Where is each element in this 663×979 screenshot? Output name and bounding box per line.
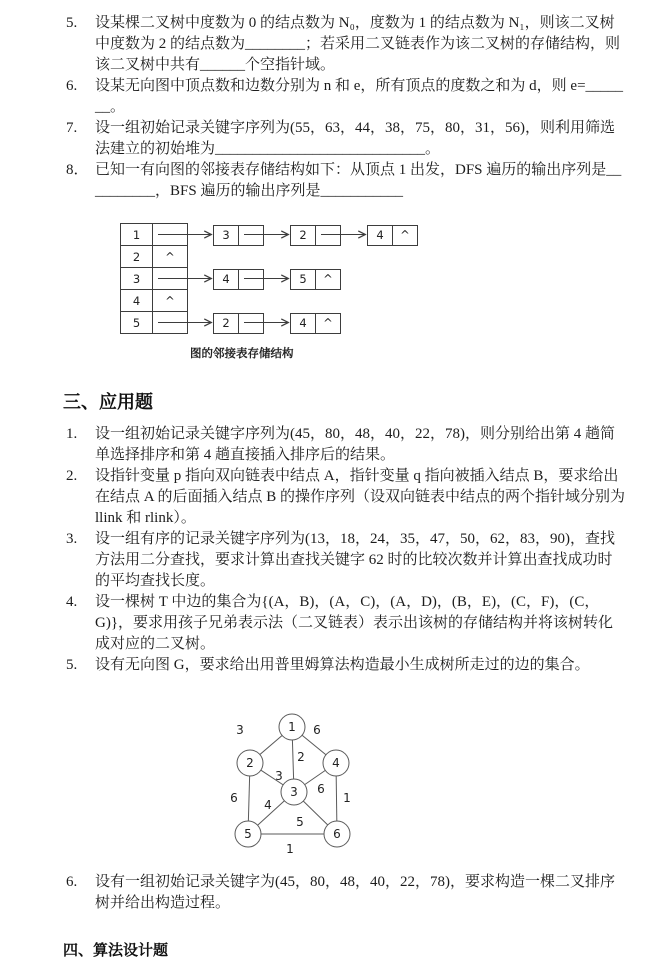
arc-node-pointer-cell bbox=[238, 269, 264, 290]
graph-edge-weight: 1 bbox=[343, 791, 351, 805]
head-pointer-cell bbox=[152, 311, 188, 334]
arc-node-pointer-cell bbox=[238, 313, 264, 334]
weighted-graph-diagram bbox=[224, 702, 464, 864]
app-question-item-3 bbox=[66, 529, 625, 592]
arc-node-vertex-cell: 2 bbox=[290, 225, 316, 246]
section-title-algorithm: 四、算法设计题 bbox=[63, 941, 169, 959]
graph-edge-weight: 3 bbox=[275, 769, 283, 783]
figure-caption: 图的邻接表存储结构 bbox=[190, 346, 294, 360]
question-number: 1. bbox=[66, 426, 78, 442]
question-item-6 bbox=[66, 76, 625, 118]
application-question-list bbox=[66, 424, 625, 676]
arc-node-pointer-cell: ^ bbox=[315, 313, 341, 334]
question-item-8 bbox=[66, 160, 625, 202]
question-number: 7. bbox=[66, 120, 78, 136]
graph-node-label: 3 bbox=[290, 785, 298, 799]
question-text: 设一组有序的记录关键字序列为(13，18，24，35，47，50，62，83，90)，查找方法用二分查找，要求计算出查找关键字 62 时的比较次数并计算出查找成功时的平均查找长度。 bbox=[95, 531, 615, 589]
app-question-item-4 bbox=[66, 592, 625, 655]
question-number: 6. bbox=[66, 874, 78, 890]
head-pointer-cell bbox=[152, 267, 188, 290]
graph-edge-weight: 1 bbox=[286, 842, 294, 856]
graph-edge-weight: 6 bbox=[317, 782, 325, 796]
question-text: 已知一有向图的邻接表存储结构如下：从顶点 1 出发，DFS 遍历的输出序列是__________，BFS 遍历的输出序列是___________ bbox=[95, 162, 622, 199]
arc-node-pointer-cell bbox=[315, 225, 341, 246]
graph-edge-weight: 6 bbox=[230, 791, 238, 805]
graph-node-label: 1 bbox=[288, 720, 296, 734]
question-text: 设有一组初始记录关键字为(45，80，48，40，22，78)，要求构造一棵二叉排序树并给出构造过程。 bbox=[95, 874, 615, 911]
question-number: 2. bbox=[66, 468, 78, 484]
question-number: 6. bbox=[66, 78, 78, 94]
question-number: 5. bbox=[66, 657, 78, 673]
graph-node-label: 6 bbox=[333, 827, 341, 841]
vertex-cell: 5 bbox=[120, 311, 153, 334]
question-number: 4. bbox=[66, 594, 78, 610]
graph-node-label: 2 bbox=[246, 756, 254, 770]
vertex-cell: 2 bbox=[120, 245, 153, 268]
question-text: 设某无向图中顶点数和边数分别为 n 和 e，所有顶点的度数之和为 d，则 e=_______。 bbox=[95, 78, 624, 115]
arc-node-vertex-cell: 3 bbox=[213, 225, 239, 246]
graph-node-label: 4 bbox=[332, 756, 340, 770]
app-question-item-5 bbox=[66, 655, 625, 676]
adjacency-list-figure bbox=[120, 223, 470, 361]
arc-node-vertex-cell: 2 bbox=[213, 313, 239, 334]
arc-node-pointer-cell: ^ bbox=[315, 269, 341, 290]
arc-node-pointer-cell: ^ bbox=[392, 225, 418, 246]
head-pointer-cell bbox=[152, 223, 188, 246]
graph-edge-weight: 6 bbox=[313, 723, 321, 737]
graph-edge-weight: 5 bbox=[296, 815, 304, 829]
question-text: 设一组初始记录关键字序列为(55，63，44，38，75，80，31，56)，则利用筛选法建立的初始堆为____________________________。 bbox=[95, 120, 615, 157]
vertex-cell: 4 bbox=[120, 289, 153, 312]
question-item-5 bbox=[66, 13, 625, 76]
question-text: 设有无向图 G，要求给出用普里姆算法构造最小生成树所走过的边的集合。 bbox=[95, 657, 590, 673]
arc-node-pointer-cell bbox=[238, 225, 264, 246]
graph-edge-weight: 3 bbox=[236, 723, 244, 737]
application-question-list-continued bbox=[66, 872, 625, 914]
question-text: 设一组初始记录关键字序列为(45，80，48，40，22，78)，则分别给出第 4 趟简单选择排序和第 4 趟直接插入排序后的结果。 bbox=[95, 426, 615, 463]
app-question-item-2 bbox=[66, 466, 625, 529]
app-question-item-6 bbox=[66, 872, 625, 914]
vertex-cell: 3 bbox=[120, 267, 153, 290]
question-text: 设一棵树 T 中边的集合为{(A，B)，(A，C)，(A，D)，(B，E)，(C，F)，(C，G)}，要求用孩子兄弟表示法（二叉链表）表示出该树的存储结构并将该树转化成对应的二叉树。 bbox=[95, 594, 614, 652]
head-pointer-cell: ^ bbox=[152, 245, 188, 268]
fill-blank-question-list bbox=[66, 13, 625, 202]
arc-node-vertex-cell: 4 bbox=[290, 313, 316, 334]
arc-node-vertex-cell: 5 bbox=[290, 269, 316, 290]
question-number: 3. bbox=[66, 531, 78, 547]
question-text: 设指针变量 p 指向双向链表中结点 A，指针变量 q 指向被插入结点 B，要求给出在结点 A 的后面插入结点 B 的操作序列（设双向链表中结点的两个指针域分别为 llink 和 rlink）。 bbox=[95, 468, 626, 526]
graph-edge-weight: 4 bbox=[264, 798, 272, 812]
question-text: 设某棵二叉树中度数为 0 的结点数为 N₀，度数为 1 的结点数为 N₁，则该二叉树中度数为 2 的结点数为________；若采用二叉链表作为该二叉树的存储结构，则该二叉树中共有______个空指针域。 bbox=[95, 15, 621, 73]
app-question-item-1 bbox=[66, 424, 625, 466]
adjacency-list-diagram bbox=[120, 223, 470, 336]
question-item-7 bbox=[66, 118, 625, 160]
head-pointer-cell: ^ bbox=[152, 289, 188, 312]
section-title-application: 三、应用题 bbox=[63, 392, 153, 413]
arc-node-vertex-cell: 4 bbox=[367, 225, 393, 246]
graph-edge-weight: 2 bbox=[297, 750, 305, 764]
question-number: 8． bbox=[66, 162, 89, 178]
graph-node-label: 5 bbox=[244, 827, 252, 841]
vertex-cell: 1 bbox=[120, 223, 153, 246]
question-number: 5. bbox=[66, 15, 78, 31]
arc-node-vertex-cell: 4 bbox=[213, 269, 239, 290]
